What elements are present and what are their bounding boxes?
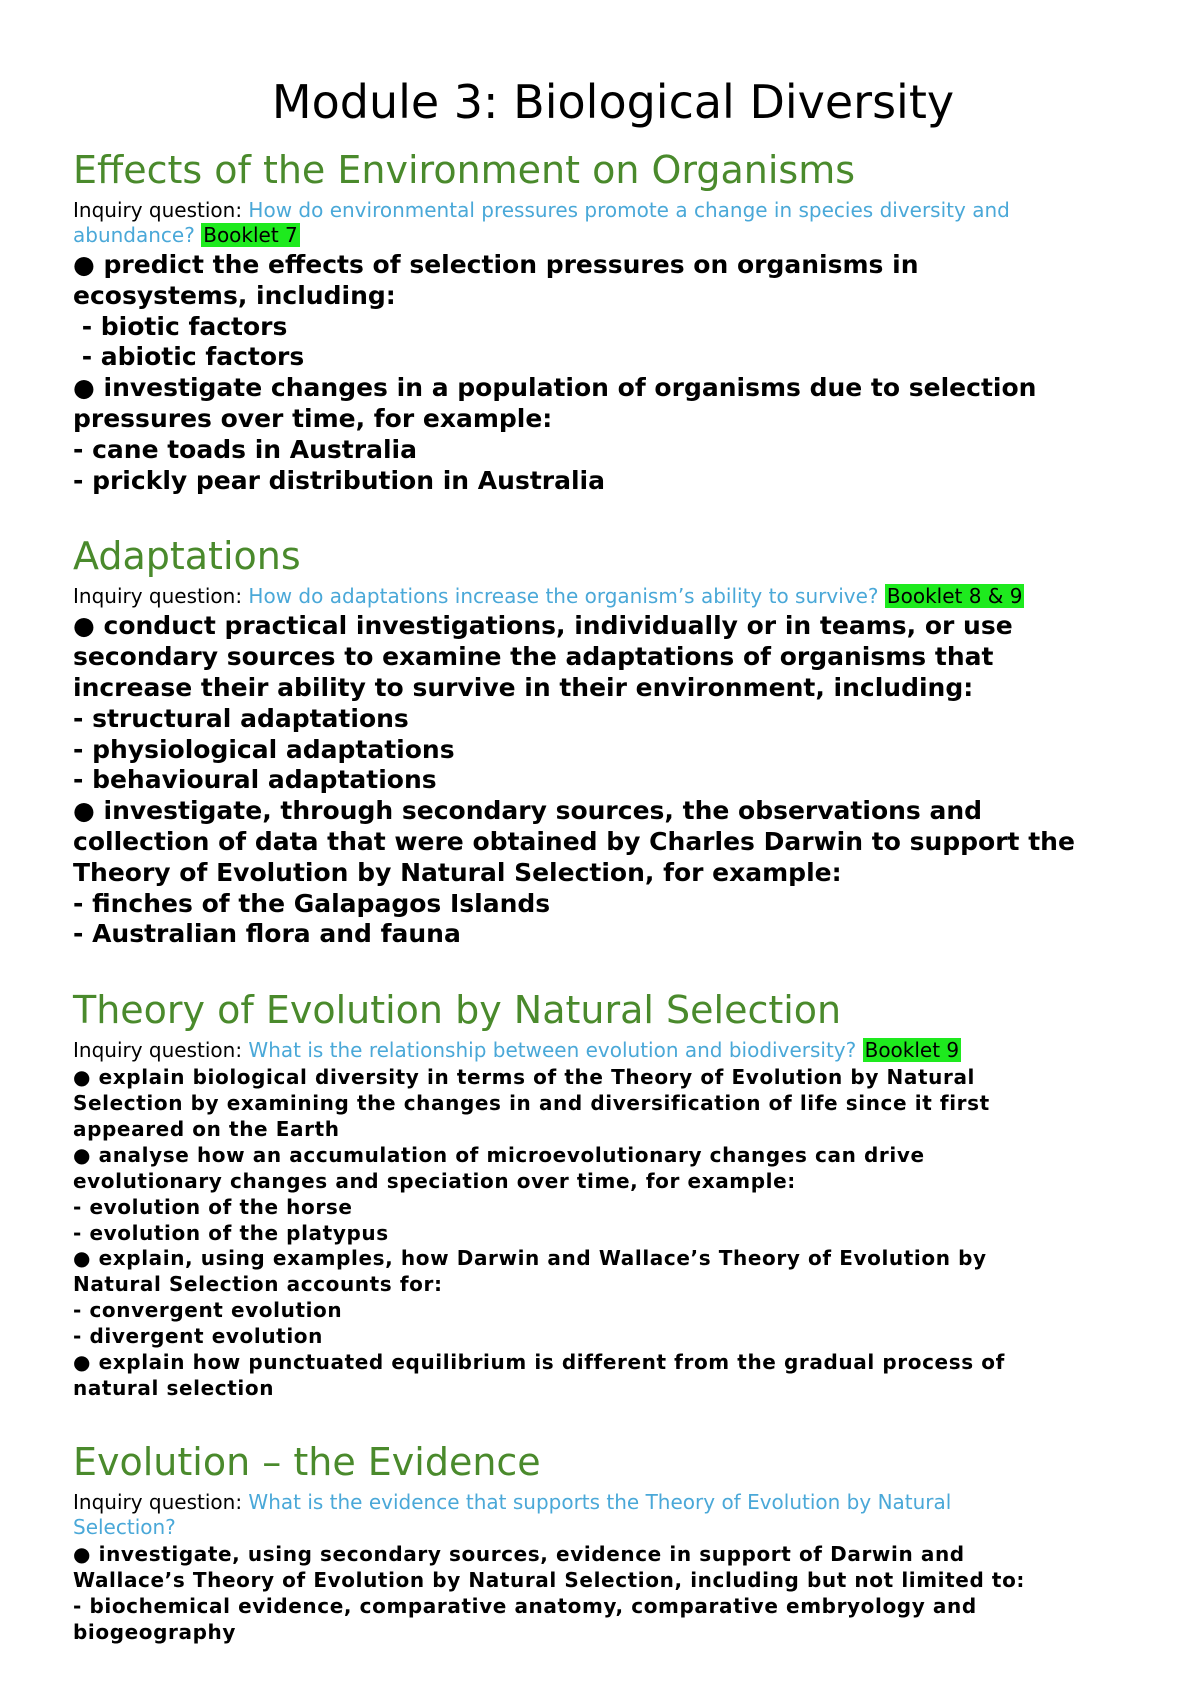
syllabus-line: ● analyse how an accumulation of microevolutionary changes can drive <box>73 1142 925 1167</box>
section-theory-of-evolution <box>73 988 1153 1402</box>
syllabus-line: increase their ability to survive in their environment, including: <box>73 672 974 702</box>
syllabus-line: ● explain, using examples, how Darwin and Wallace’s Theory of Evolution by <box>73 1246 987 1271</box>
inquiry-label: Inquiry question: <box>73 1038 243 1063</box>
syllabus-line: - biotic factors <box>73 311 288 341</box>
section-effects-of-environment <box>73 148 1153 496</box>
syllabus-line: Wallace’s Theory of Evolution by Natural Selection, including but not limited to: <box>73 1567 1026 1592</box>
section-evolution-evidence <box>73 1440 1153 1646</box>
syllabus-line: - behavioural adaptations <box>73 765 437 795</box>
syllabus-line: biogeography <box>73 1619 237 1644</box>
section-heading: Effects of the Environment on Organisms <box>73 148 856 192</box>
inquiry-label: Inquiry question: <box>73 198 243 222</box>
syllabus-line: - finches of the Galapagos Islands <box>73 888 551 918</box>
syllabus-line: ● explain how punctuated equilibrium is different from the gradual process of <box>73 1350 1005 1375</box>
syllabus-points <box>73 250 1153 496</box>
syllabus-line: - evolution of the platypus <box>73 1220 389 1245</box>
syllabus-points <box>73 1065 1153 1402</box>
syllabus-line: ● investigate changes in a population of organisms due to selection <box>73 373 1037 403</box>
syllabus-line: collection of data that were obtained by Charles Darwin to support the <box>73 826 1075 856</box>
syllabus-line: evolutionary changes and speciation over time, for example: <box>73 1168 796 1193</box>
inquiry-question <box>73 198 1153 248</box>
syllabus-line: ● explain biological diversity in terms of the Theory of Evolution by Natural <box>73 1065 976 1090</box>
section-adaptations <box>73 534 1153 950</box>
syllabus-line: - divergent evolution <box>73 1324 323 1349</box>
syllabus-line: ecosystems, including: <box>73 280 396 310</box>
syllabus-line: ● conduct practical investigations, individually or in teams, or use <box>73 611 1013 641</box>
syllabus-line: secondary sources to examine the adaptations of organisms that <box>73 642 994 672</box>
syllabus-line: - structural adaptations <box>73 703 409 733</box>
question-text: How do environmental pressures promote a change in species diversity and <box>248 198 1010 222</box>
syllabus-line: natural selection <box>73 1376 275 1401</box>
inquiry-label: Inquiry question: <box>73 1489 243 1514</box>
syllabus-line: - biochemical evidence, comparative anatomy, comparative embryology and <box>73 1593 977 1618</box>
syllabus-line: ● investigate, through secondary sources, the observations and <box>73 796 983 826</box>
syllabus-line: ● investigate, using secondary sources, evidence in support of Darwin and <box>73 1541 965 1566</box>
question-text: abundance? <box>73 223 195 247</box>
syllabus-points <box>73 1542 1153 1646</box>
syllabus-line: - convergent evolution <box>73 1298 343 1323</box>
syllabus-line: - Australian flora and fauna <box>73 919 461 949</box>
section-heading: Adaptations <box>73 534 301 579</box>
inquiry-question <box>73 1490 1153 1540</box>
question-text: How do adaptations increase the organism’s ability to survive? <box>248 584 879 609</box>
syllabus-line: - prickly pear distribution in Australia <box>73 465 605 495</box>
section-heading: Evolution – the Evidence <box>73 1439 541 1484</box>
page-title: Module 3: Biological Diversity <box>271 75 955 129</box>
inquiry-label: Inquiry question: <box>73 584 243 609</box>
syllabus-line: Theory of Evolution by Natural Selection, for example: <box>73 857 842 887</box>
booklet-badge: Booklet 9 <box>864 1038 960 1063</box>
question-text: What is the relationship between evolution and biodiversity? <box>248 1038 857 1063</box>
inquiry-question <box>73 584 1153 609</box>
booklet-badge: Booklet 8 & 9 <box>886 584 1023 609</box>
syllabus-line: - evolution of the horse <box>73 1194 353 1219</box>
syllabus-line: Natural Selection accounts for: <box>73 1272 443 1297</box>
syllabus-line: - abiotic factors <box>73 342 305 372</box>
inquiry-question <box>73 1038 1153 1063</box>
syllabus-line: ● predict the effects of selection pressures on organisms in <box>73 250 919 279</box>
syllabus-points <box>73 611 1153 950</box>
syllabus-line: pressures over time, for example: <box>73 403 553 433</box>
document-page <box>73 70 1153 1684</box>
question-text: What is the evidence that supports the Theory of Evolution by Natural <box>248 1489 952 1514</box>
section-heading: Theory of Evolution by Natural Selection <box>73 988 842 1033</box>
syllabus-line: - physiological adaptations <box>73 734 455 764</box>
syllabus-line: appeared on the Earth <box>73 1116 340 1141</box>
question-text: Selection? <box>73 1514 176 1539</box>
syllabus-line: - cane toads in Australia <box>73 434 417 464</box>
booklet-badge: Booklet 7 <box>203 223 298 247</box>
syllabus-line: Selection by examining the changes in and diversification of life since it first <box>73 1091 990 1116</box>
